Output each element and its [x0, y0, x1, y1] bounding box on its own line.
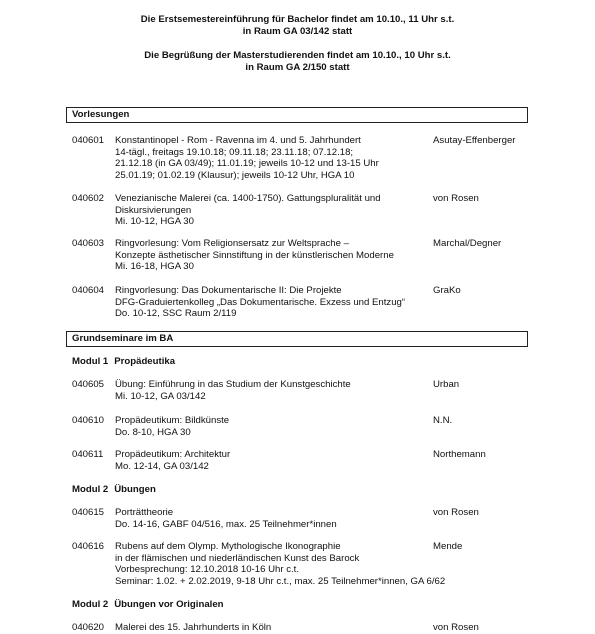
course-instructor: Northemann [433, 449, 486, 460]
modul-2b-heading [72, 599, 224, 611]
intro-line-1: Die Erstsemestereinführung für Bachelor findet am 10.10., 11 Uhr s.t. [140, 14, 455, 25]
course-number: 040604 [72, 285, 105, 296]
course-description-line: Propädeutikum: Bildkünste [115, 415, 230, 426]
course-instructor: Mende [433, 541, 463, 552]
course-description-line: Seminar: 1.02. + 2.02.2019, 9-18 Uhr c.t., max. 25 Teilnehmer*innen, GA 6/62 [115, 575, 446, 587]
course-description-line: Do. 10-12, SSC Raum 2/119 [115, 308, 237, 319]
course-instructor: von Rosen [433, 193, 479, 204]
course-description-line: Vorbesprechung: 12.10.2018 10-16 Uhr c.t. [115, 564, 300, 575]
course-description [115, 379, 433, 402]
section-header-vorlesungen: Vorlesungen [66, 107, 528, 123]
intro-line-2: in Raum GA 03/142 statt [242, 25, 353, 37]
course-number: 040603 [72, 238, 105, 249]
course-instructor: von Rosen [433, 507, 479, 518]
intro-bachelor [0, 14, 595, 37]
course-description-line: Ringvorlesung: Vom Religionsersatz zur Weltsprache – [115, 238, 349, 249]
course-description [115, 238, 433, 273]
section-header-grundseminare: Grundseminare im BA [66, 331, 528, 347]
course-description-line: Ringvorlesung: Das Dokumentarische II: Die Projekte [115, 285, 342, 296]
course-number: 040615 [72, 507, 105, 518]
modul-name: Propädeutika [114, 356, 176, 367]
course-description-line: DFG-Graduiertenkolleg „Das Dokumentarische. Exzess und Entzug“ [115, 296, 406, 308]
modul-label: Modul 2 [72, 599, 109, 610]
modul-1-heading [72, 356, 175, 368]
course-description-line: Konzepte ästhetischer Sinnstiftung in der künstlerischen Moderne [115, 249, 394, 261]
modul-label: Modul 1 [72, 356, 109, 367]
course-description-line: Propädeutikum: Architektur [115, 449, 231, 460]
course-description-line: Übung: Einführung in das Studium der Kunstgeschichte [115, 379, 351, 390]
course-description-line: Mi. 16-18, HGA 30 [115, 261, 194, 272]
course-description [115, 622, 433, 634]
course-instructor: GraKo [433, 285, 461, 296]
course-description-line: Venezianische Malerei (ca. 1400-1750). Gattungspluralität und [115, 193, 381, 204]
course-description [115, 507, 433, 530]
course-description [115, 415, 433, 438]
course-instructor: Marchal/Degner [433, 238, 502, 249]
course-instructor: N.N. [433, 415, 453, 426]
course-number: 040601 [72, 135, 105, 146]
modul-2-heading [72, 484, 156, 496]
intro-line-4: in Raum GA 2/150 statt [245, 61, 350, 73]
course-instructor: Asutay-Effenberger [433, 135, 516, 146]
intro-line-3: Die Begrüßung der Masterstudierenden findet am 10.10., 10 Uhr s.t. [144, 50, 451, 61]
course-number: 040616 [72, 541, 105, 552]
course-description [115, 135, 433, 181]
course-description-line: Mi. 10-12, GA 03/142 [115, 390, 206, 402]
modul-name: Übungen [114, 484, 156, 495]
course-description-line: Konstantinopel - Rom - Ravenna im 4. und 5. Jahrhundert [115, 135, 361, 146]
course-description-line: 14-tägl., freitags 19.10.18; 09.11.18; 23.11.18; 07.12.18; [115, 146, 354, 158]
course-instructor: von Rosen [433, 622, 479, 633]
course-description [115, 449, 433, 472]
course-description [115, 193, 433, 228]
course-description-line: Rubens auf dem Olymp. Mythologische Ikonographie [115, 541, 341, 552]
course-description-line: Diskursivierungen [115, 204, 192, 216]
course-description-line: Mo. 12-14, GA 03/142 [115, 460, 209, 472]
course-description-line: in der flämischen und niederländischen Kunst des Barock [115, 552, 360, 564]
course-number: 040620 [72, 622, 105, 633]
course-instructor: Urban [433, 379, 460, 390]
modul-label: Modul 2 [72, 484, 109, 495]
course-description-line: Do. 8-10, HGA 30 [115, 426, 191, 438]
modul-name: Übungen vor Originalen [114, 599, 224, 610]
course-description-line: 25.01.19; 01.02.19 (Klausur); jeweils 10-12 Uhr, HGA 10 [115, 169, 355, 181]
course-description-line: Do. 14-16, GABF 04/516, max. 25 Teilnehmer*innen [115, 518, 337, 530]
course-number: 040602 [72, 193, 105, 204]
course-description-line: Porträttheorie [115, 507, 174, 518]
course-number: 040605 [72, 379, 105, 390]
course-description [115, 541, 446, 587]
course-description-line: 21.12.18 (in GA 03/49); 11.01.19; jeweils 10-12 und 13-15 Uhr [115, 158, 379, 169]
course-description [115, 285, 433, 320]
course-description-line: Mi. 10-12, HGA 30 [115, 216, 194, 227]
intro-master [0, 50, 595, 73]
course-number: 040611 [72, 449, 104, 460]
course-description-line: Malerei des 15. Jahrhunderts in Köln [115, 622, 272, 633]
course-number: 040610 [72, 415, 105, 426]
